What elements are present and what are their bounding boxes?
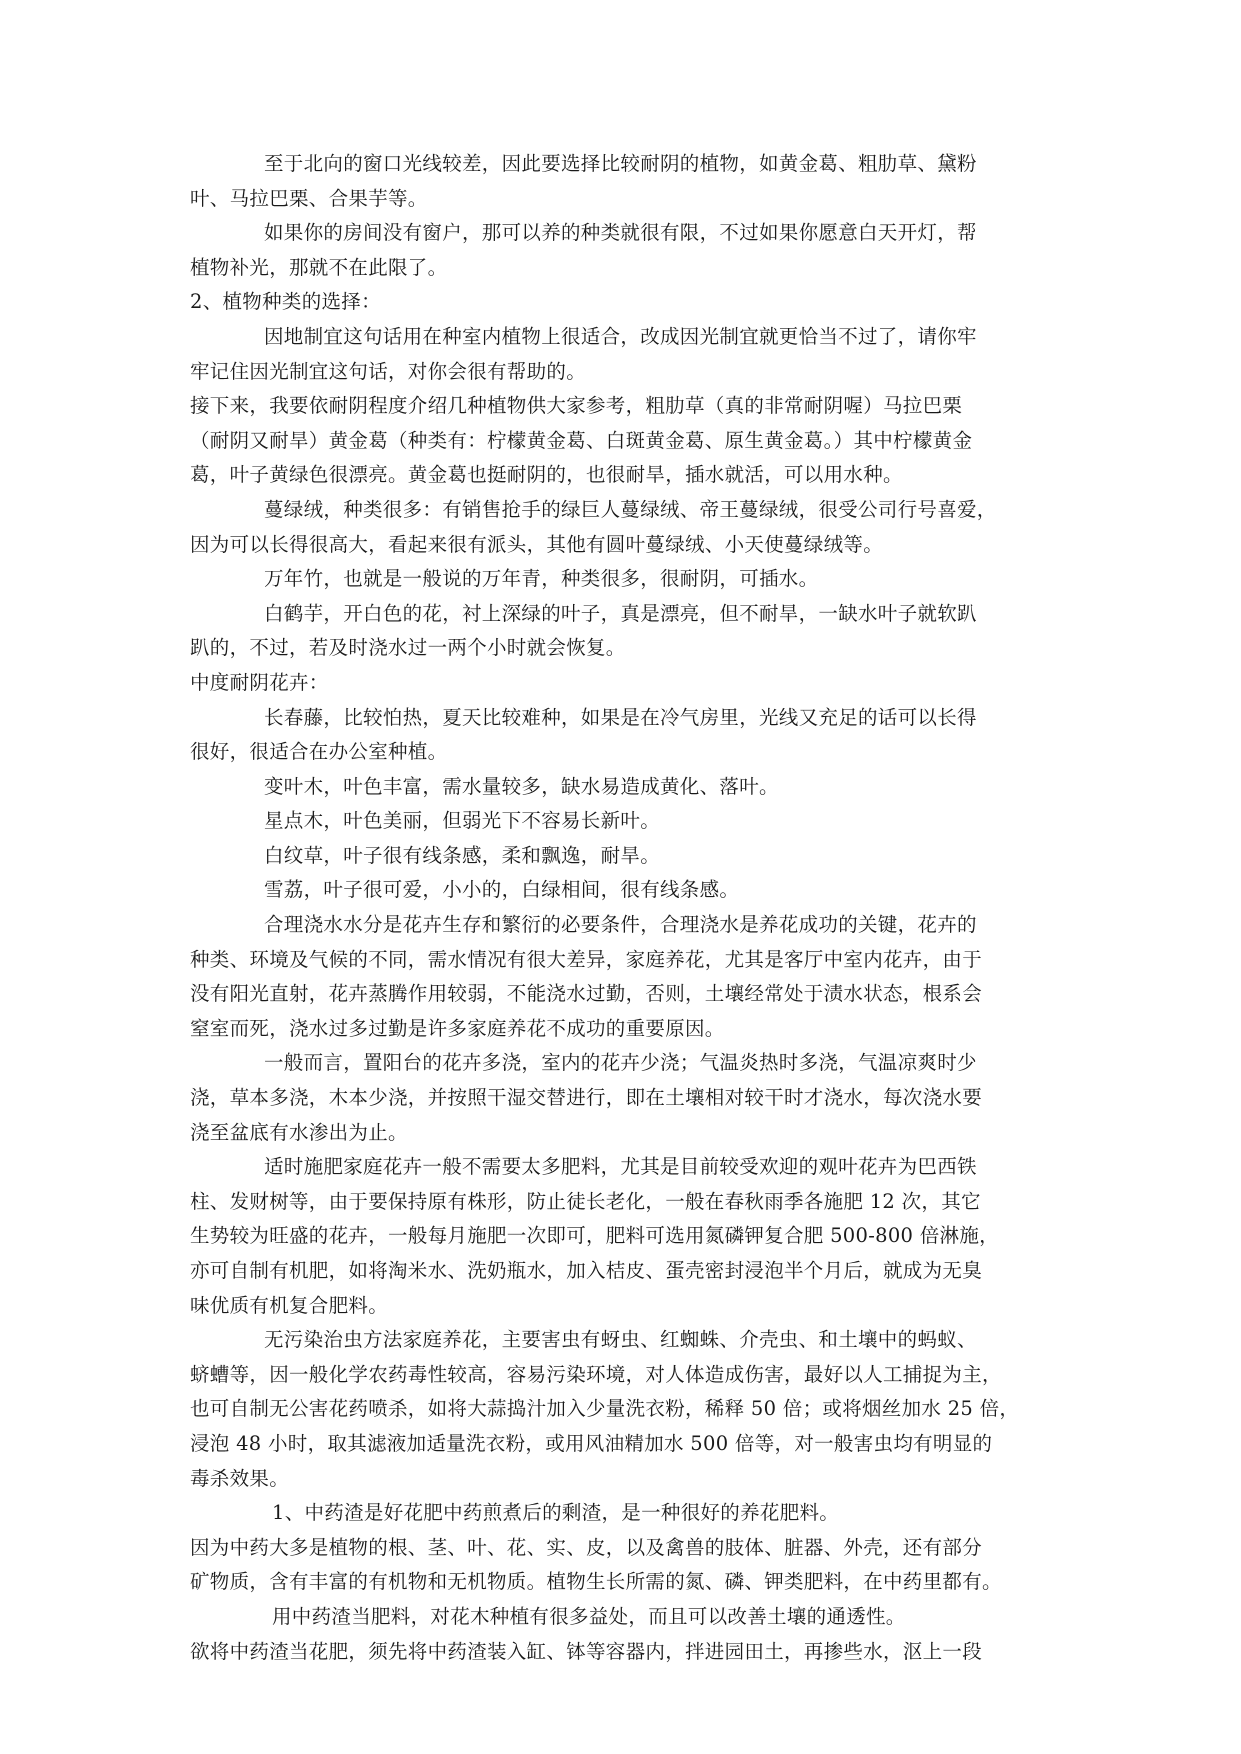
text-line: 浇，草本多浇，木本少浇，并按照干湿交替进行，即在土壤相对较干时才浇水，每次浇水要 bbox=[190, 1086, 983, 1110]
text-line: 白纹草，叶子很有线条感，柔和飘逸，耐旱。 bbox=[264, 843, 661, 867]
text-line: 无污染治虫方法家庭养花，主要害虫有蚜虫、红蜘蛛、介壳虫、和土壤中的蚂蚁、 bbox=[264, 1328, 977, 1352]
text-line: （耐阴又耐旱）黄金葛（种类有：柠檬黄金葛、白斑黄金葛、原生黄金葛。）其中柠檬黄金 bbox=[190, 428, 973, 452]
text-line: 味优质有机复合肥料。 bbox=[190, 1293, 389, 1317]
text-line: 适时施肥家庭花卉一般不需要太多肥料，尤其是目前较受欢迎的观叶花卉为巴西铁 bbox=[264, 1155, 977, 1179]
text-line: 因为中药大多是植物的根、茎、叶、花、实、皮，以及禽兽的肢体、脏器、外壳，还有部分 bbox=[190, 1535, 983, 1559]
text-line: 种类、环境及气候的不同，需水情况有很大差异，家庭养花，尤其是客厅中室内花卉，由于 bbox=[190, 947, 983, 971]
text-line: 一般而言，置阳台的花卉多浇，室内的花卉少浇；气温炎热时多浇，气温凉爽时少 bbox=[264, 1051, 977, 1075]
text-line: 1、中药渣是好花肥中药煎煮后的剩渣，是一种很好的养花肥料。 bbox=[272, 1501, 840, 1525]
text-line: 浇至盆底有水渗出为止。 bbox=[190, 1120, 408, 1144]
text-line: 很好，很适合在办公室种植。 bbox=[190, 740, 448, 764]
text-line: 植物补光，那就不在此限了。 bbox=[190, 255, 448, 279]
text-line: 浸泡 48 小时，取其滤液加适量洗衣粉，或用风油精加水 500 倍等，对一般害虫均有明显的 bbox=[190, 1431, 993, 1455]
text-line: 葛，叶子黄绿色很漂亮。黄金葛也挺耐阴的，也很耐旱，插水就活，可以用水种。 bbox=[190, 463, 903, 487]
text-line: 也可自制无公害花药喷杀，如将大蒜捣汁加入少量洗衣粉，稀释 50 倍；或将烟丝加水 25 倍， bbox=[190, 1397, 1020, 1421]
document-body bbox=[190, 147, 1060, 1669]
text-line: 牢记住因光制宜这句话，对你会很有帮助的。 bbox=[190, 359, 587, 383]
text-line: 矿物质，含有丰富的有机物和无机物质。植物生长所需的氮、磷、钾类肥料，在中药里都有。 bbox=[190, 1570, 1002, 1594]
text-line: 没有阳光直射，花卉蒸腾作用较弱，不能浇水过勤，否则，土壤经常处于渍水状态，根系会 bbox=[190, 982, 983, 1006]
text-line: 中度耐阴花卉： bbox=[190, 670, 329, 694]
text-line: 2、植物种类的选择： bbox=[190, 290, 381, 314]
text-line: 叶、马拉巴栗、合果芋等。 bbox=[190, 186, 428, 210]
text-line: 毒杀效果。 bbox=[190, 1466, 290, 1490]
text-line: 蔓绿绒，种类很多：有销售抢手的绿巨人蔓绿绒、帝王蔓绿绒，很受公司行号喜爱， bbox=[264, 497, 997, 521]
text-line: 趴的，不过，若及时浇水过一两个小时就会恢复。 bbox=[190, 636, 626, 660]
text-line: 生势较为旺盛的花卉，一般每月施肥一次即可，肥料可选用氮磷钾复合肥 500-800 倍淋施， bbox=[190, 1224, 999, 1248]
text-line: 用中药渣当肥料，对花木种植有很多益处，而且可以改善土壤的通透性。 bbox=[272, 1604, 906, 1628]
text-line: 柱、发财树等，由于要保持原有株形，防止徒长老化，一般在春秋雨季各施肥 12 次，其它 bbox=[190, 1189, 981, 1213]
text-line: 因为可以长得很高大，看起来很有派头，其他有圆叶蔓绿绒、小天使蔓绿绒等。 bbox=[190, 532, 884, 556]
text-line: 欲将中药渣当花肥，须先将中药渣装入缸、钵等容器内，拌进园田土，再掺些水，沤上一段 bbox=[190, 1639, 983, 1663]
text-line: 至于北向的窗口光线较差，因此要选择比较耐阴的植物，如黄金葛、粗肋草、黛粉 bbox=[264, 152, 977, 175]
text-line: 合理浇水水分是花卉生存和繁衍的必要条件，合理浇水是养花成功的关键，花卉的 bbox=[264, 913, 977, 937]
text-line: 接下来，我要依耐阴程度介绍几种植物供大家参考，粗肋草（真的非常耐阴喔）马拉巴栗 bbox=[190, 394, 963, 418]
text-line: 蛴螬等，因一般化学农药毒性较高，容易污染环境，对人体造成伤害，最好以人工捕捉为主， bbox=[190, 1362, 1002, 1386]
text-line: 窒室而死，浇水过多过勤是许多家庭养花不成功的重要原因。 bbox=[190, 1016, 725, 1040]
text-line: 雪荔，叶子很可爱，小小的，白绿相间，很有线条感。 bbox=[264, 878, 740, 902]
text-line: 万年竹，也就是一般说的万年青，种类很多，很耐阴，可插水。 bbox=[264, 567, 819, 591]
text-line: 星点木，叶色美丽，但弱光下不容易长新叶。 bbox=[264, 809, 661, 833]
text-line: 亦可自制有机肥，如将淘米水、洗奶瓶水，加入桔皮、蛋壳密封浸泡半个月后，就成为无臭 bbox=[190, 1259, 983, 1282]
text-line: 白鹤芋，开白色的花，衬上深绿的叶子，真是漂亮，但不耐旱，一缺水叶子就软趴 bbox=[264, 601, 977, 625]
text-line: 因地制宜这句话用在种室内植物上很适合，改成因光制宜就更恰当不过了，请你牢 bbox=[264, 324, 977, 348]
text-line: 长春藤，比较怕热，夏天比较难种，如果是在冷气房里，光线又充足的话可以长得 bbox=[264, 705, 977, 729]
text-line: 如果你的房间没有窗户，那可以养的种类就很有限，不过如果你愿意白天开灯，帮 bbox=[264, 221, 977, 245]
text-line: 变叶木，叶色丰富，需水量较多，缺水易造成黄化、落叶。 bbox=[264, 774, 779, 798]
